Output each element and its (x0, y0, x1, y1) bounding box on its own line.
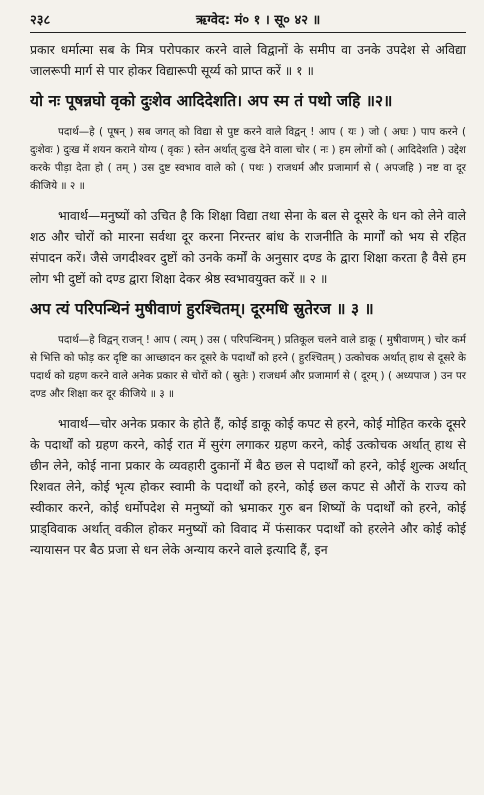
padartha-3: पदार्थ—हे विद्वन् राजन् ! आप ( त्यम् ) उस ( परिपन्थिनम् ) प्रतिकूल चलने वाले डाकू ( मुषीवाणम् ) चोर कर्म से भित्ति को फोड़ कर दृष्टि का आच्छादन कर दूसरे के पदार्थों को हरने ( हुरश्चितम् ) उत्कोचक अर्थात् हाथ से दूसरे के पदार्थ को ग्रहण करने वाले अनेक प्रकार से चोरों को ( स्रुतेः ) राजधर्म और प्रजामार्ग से ( दूरम् ) ( अध्यपाज ) उन पर दण्ड और शिक्षा कर दूर कीजिये ॥ ३ ॥ (30, 334, 466, 400)
page-number: २३८ (30, 13, 51, 28)
padartha-2: पदार्थ—हे ( पूषन् ) सब जगत् को विद्या से पुष्ट करने वाले विद्वन् ! आप ( यः ) जो ( अघः ) पाप करने ( दुःशेवः ) दुःख में शयन कराने योग्य ( वृकः ) स्तेन अर्थात् दुःख देने वाला चोर ( नः ) हम लोगों को ( आदिदेशति ) उद्देश करके पीड़ा देता हो ( तम् ) उस दुष्ट स्वभाव वाले को ( पथः ) राजधर्म और प्रजामार्ग से ( अपजहि ) नष्ट वा दूर कीजिये ॥ २ ॥ (30, 126, 466, 192)
intro-paragraph: प्रकार धर्मात्मा सब के मित्र परोपकार करने वाले विद्वानों के समीप वा उनके उपदेश से अविद्या जालरूपी मार्ग से पार होकर विद्यारूपी सूर्य्य को प्राप्त करें ॥ १ ॥ (30, 42, 466, 78)
header-rule (30, 32, 466, 33)
mantra-3: अप त्यं परिपन्थिनं मुषीवाणं हुरश्चितम्। दूरमधि स्रुतेरज ॥ ३ ॥ (30, 300, 374, 318)
bhavartha-2: भावार्थ—मनुष्यों को उचित है कि शिक्षा विद्या तथा सेना के बल से दूसरे के धन को लेने वाले शठ और चोरों को मारना सर्वथा दूर करना निरन्तर बांध के राजनीति के मार्गों को भय से रहित संपादन करें। जैसे जगदीश्वर दुष्टों को उनके कर्मों के अनुसार दण्ड के द्वारा शिक्षा करता है वैसे हम लोग भी दुष्टों को दण्ड द्वारा शिक्षा देकर श्रेष्ठ स्वभावयुक्त करें ॥ २ ॥ (30, 208, 466, 286)
page-header (30, 10, 466, 28)
mantra-2: यो नः पूषन्नघो वृको दुःशेव आदिदेशति। अप स्म तं पथो जहि ॥२॥ (30, 92, 393, 110)
bhavartha-3: भावार्थ—चोर अनेक प्रकार के होते हैं, कोई डाकू कोई कपट से हरने, कोई मोहित करके दूसरे के पदार्थों को ग्रहण करने, कोई रात में सुरंग लगाकर ग्रहण करने, कोई उत्कोचक अर्थात् हाथ से छीन लेने, कोई नाना प्रकार के व्यवहारी दुकानों में बैठ छल से पदार्थों को हरने, कोई शुल्क अर्थात् रिशवत लेने, कोई भृत्य होकर स्वामी के पदार्थों को हरने, कोई छल कपट से औरों के राज्य को स्वीकार करने, कोई धर्मोपदेश से मनुष्यों को भ्रमाकर गुरु बन शिष्यों के पदार्थों को हरने, कोई प्राड्विवाक अर्थात् वकील होकर मनुष्यों को विवाद में फंसाकर पदार्थों को हरलेने और कोई कोई न्यायासन पर बैठ प्रजा से धन लेके अन्याय करने वाले इत्यादि हैं, इन (30, 416, 466, 557)
running-title: ऋग्वेद: मं० १ । सू० ४२ ॥ (195, 13, 321, 28)
